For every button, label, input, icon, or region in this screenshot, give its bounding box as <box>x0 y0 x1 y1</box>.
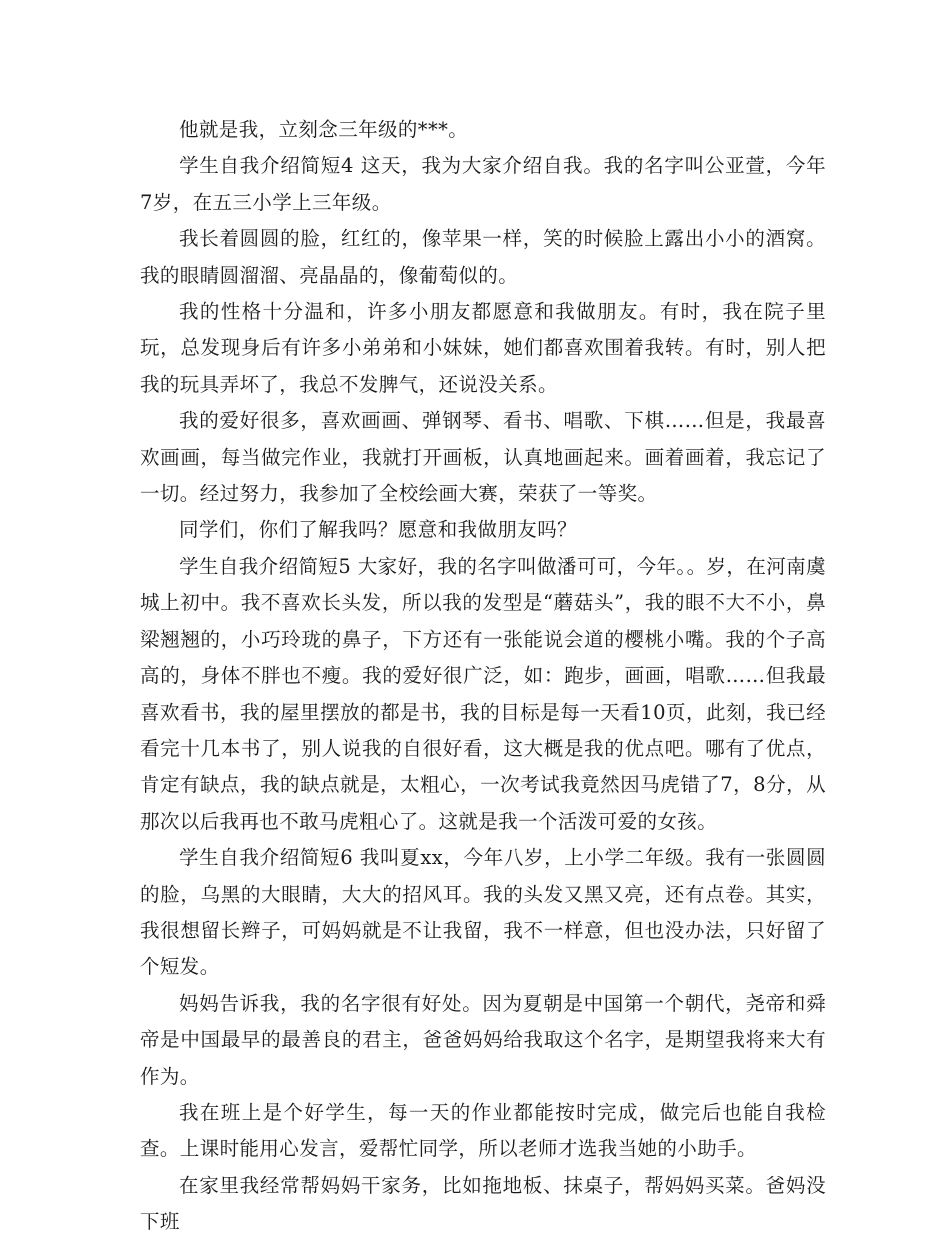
document-body <box>140 112 826 1241</box>
paragraph: 学生自我介绍简短5 大家好，我的名字叫做潘可可，今年。。岁，在河南虞城上初中。我不喜欢长头发，所以我的发型是“蘑菇头”，我的眼不大不小，鼻梁翘翘的，小巧玲珑的鼻子，下方还有一张能说会道的樱桃小嘴。我的个子高高的，身体不胖也不瘦。我的爱好很广泛，如：跑步，画画，唱歌……但我最喜欢看书，我的屋里摆放的都是书，我的目标是每一天看10页，此刻，我已经看完十几本书了，别人说我的自很好看，这大概是我的优点吧。哪有了优点，肯定有缺点，我的缺点就是，太粗心，一次考试我竟然因马虎错了7，8分，从那次以后我再也不敢马虎粗心了。这就是我一个活泼可爱的女孩。 <box>140 554 826 833</box>
paragraph: 同学们，你们了解我吗？愿意和我做朋友吗？ <box>179 518 578 542</box>
paragraph: 他就是我，立刻念三年级的***。 <box>179 118 469 141</box>
paragraph: 我的性格十分温和，许多小朋友都愿意和我做朋友。有时，我在院子里玩，总发现身后有许多小弟弟和小妹妹，她们都喜欢围着我转。有时，别人把我的玩具弄坏了，我总不发脾气，还说没关系。 <box>140 300 826 396</box>
paragraph: 学生自我介绍简短6 我叫夏xx，今年八岁，上小学二年级。我有一张圆圆的脸，乌黑的大眼睛，大大的招风耳。我的头发又黑又亮，还有点卷。其实，我很想留长辫子，可妈妈就是不让我留，我不一样意，但也没办法，只好留了个短发。 <box>140 846 826 979</box>
paragraph: 在家里我经常帮妈妈干家务，比如拖地板、抹桌子，帮妈妈买菜。爸妈没下班 <box>140 1173 826 1234</box>
paragraph: 我的爱好很多，喜欢画画、弹钢琴、看书、唱歌、下棋……但是，我最喜欢画画，每当做完作业，我就打开画板，认真地画起来。画着画着，我忘记了一切。经过努力，我参加了全校绘画大赛，荣获了一等奖。 <box>140 409 826 506</box>
paragraph: 妈妈告诉我，我的名字很有好处。因为夏朝是中国第一个朝代，尧帝和舜帝是中国最早的最善良的君主，爸爸妈妈给我取这个名字，是期望我将来大有作为。 <box>140 991 826 1088</box>
paragraph: 学生自我介绍简短4 这天，我为大家介绍自我。我的名字叫公亚萱，今年7岁，在五三小学上三年级。 <box>140 154 826 214</box>
paragraph: 我在班上是个好学生，每一天的作业都能按时完成，做完后也能自我检查。上课时能用心发言，爱帮忙同学，所以老师才选我当她的小助手。 <box>140 1100 826 1161</box>
paragraph: 我长着圆圆的脸，红红的，像苹果一样，笑的时候脸上露出小小的酒窝。我的眼睛圆溜溜、亮晶晶的，像葡萄似的。 <box>140 227 826 287</box>
